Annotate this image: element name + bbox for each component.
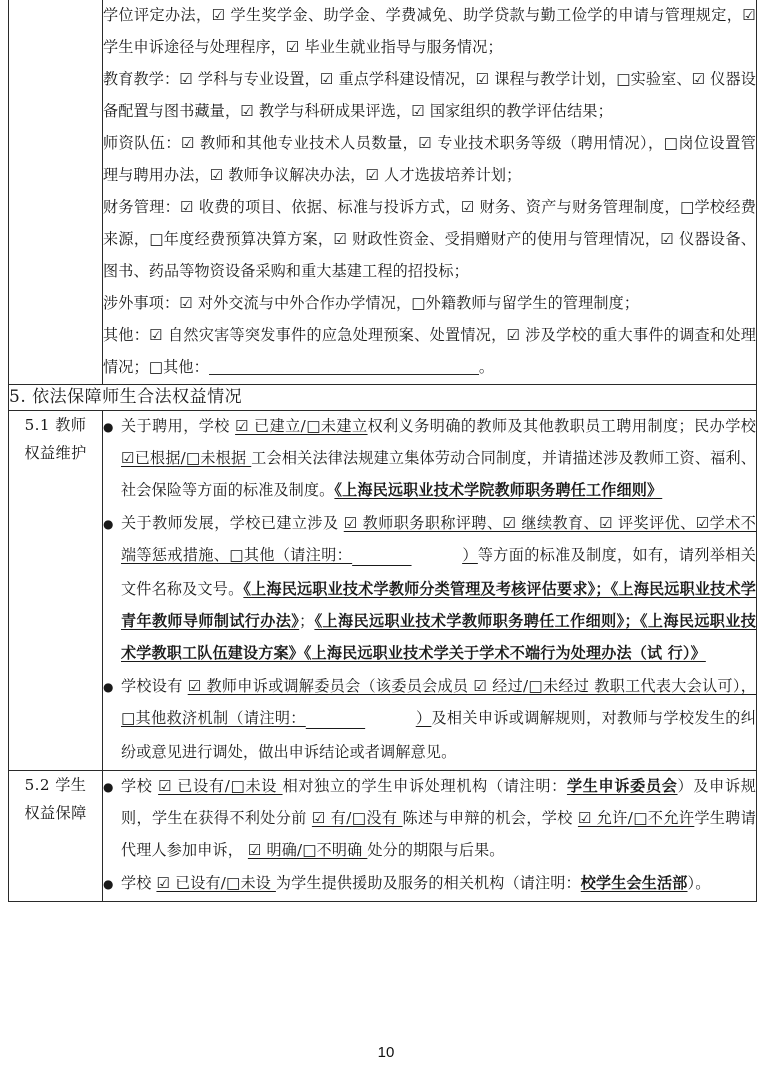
text-segment: ☑ 已设有/□未设 [156,874,276,893]
row-body-5-2 [103,771,757,902]
fill-in-blank[interactable] [306,705,416,737]
bullet-dot-icon: ● [103,877,114,892]
text-segment: ） [415,709,432,728]
bullet-employment [103,411,756,507]
text-segment: 学生申诉委员会 [566,777,678,796]
bullet-dot-icon: ● [103,517,114,532]
text-segment: ☑ 明确/□不明确 [247,841,368,860]
text-segment: ☑ 已建立/□未建立 [235,417,368,436]
row-label-5-2 [9,771,103,902]
bullet-dot-icon: ● [103,420,114,435]
section-header-5: 5. 依法保障师生合法权益情况 [9,384,757,411]
fill-in-blank-other[interactable] [209,374,479,375]
text-segment: 《上海民远职业技术学教师分类管理及考核评估要求》；《上海民远职业技术学青年教师导师制试行办法》 [121,580,757,631]
disclosure-form-table [8,0,757,902]
text-segment: 校学生会生活部 [580,874,688,893]
text-segment: 《上海民远职业技术学院教师职务聘任工作细则》 [334,481,663,500]
paragraph-financial-management: 财务管理：☑ 收费的项目、依据、标准与投诉方式，☑ 财务、资产与财务管理制度，□学校经费来源，□年度经费预算决算方案，☑ 财政性资金、受捐赠财产的使用与管理情况，☑ 仪器设备、图书、药品等物资设备采购和重大基建工程的招投标； [103,197,756,280]
text-segment: 关于教师发展，学校已建立涉及 [121,514,344,533]
table-row-section-header [9,384,757,411]
text-segment: ☑ 有/□没有 [311,809,403,828]
paragraph-other-items-text: 其他：☑ 自然灾害等突发事件的应急处理预案、处置情况，☑ 涉及学校的重大事件的调查和处理情况；□其他： [103,325,756,376]
text-segment: 《上海民远职业技术学教师职务聘任工作细则》；《上海民远职业技术学教职工队伍建设方案》《上海民远职业技术学关于学术不端行为处理办法（试 行）》 [121,612,756,663]
paragraph-other-items-period: 。 [478,357,495,376]
text-segment: ☑ 已设有/□未设 [158,777,283,796]
row-label-5-2-line2: 权益保障 [24,804,87,823]
text-segment: 学生聘请代理人参加申诉， [121,809,756,860]
text-segment: 关于聘用，学校 [121,417,236,436]
text-segment: ☑ 教师职务职称评聘、☑ 继续教育、☑ 评奖评优、☑学术不端等惩戒措施、□其他（请注明： [121,514,756,565]
bullet-dot-icon: ● [103,680,114,695]
bullet-dot-icon: ● [103,780,114,795]
text-segment: 处分的期限与后果。 [367,841,505,860]
text-segment: ）及申诉规则，学生在获得不利处分前 [121,777,756,828]
bullet-student-support-org [103,868,756,900]
text-segment: 工会相关法律法规建立集体劳动合同制度，并请描述涉及教师工资、福利、社会保险等方面的标准及制度。 [121,449,756,500]
text-segment: 学校 [121,777,159,796]
table-row-5-1 [9,411,757,771]
paragraph-degree-and-aid: 学位评定办法，☑ 学生奖学金、助学金、学费减免、助学贷款与勤工俭学的申请与管理规定，☑ 学生申诉途径与处理程序，☑ 毕业生就业指导与服务情况； [103,6,756,56]
row-label-5-2-line1: 5.2 学生 [24,776,87,795]
fill-in-blank[interactable] [352,542,462,574]
paragraph-other-items [103,320,756,384]
text-segment: ☑已根据/□未根据 [121,449,252,468]
row-label-5-1 [9,411,103,771]
page-number: 10 [377,1044,395,1061]
table-row-disclosure-continued [9,0,757,384]
row-label-5-1-line1: 5.1 教师 [24,416,87,435]
text-segment: 为学生提供援助及服务的相关机构（请注明： [275,874,581,893]
text-segment: 学校设有 [121,677,188,696]
row-label-5-1-line2: 权益维护 [24,444,87,463]
row-body-5-1 [103,411,757,771]
text-segment: 陈述与申辩的机会，学校 [402,809,578,828]
bullet-list-5-2 [103,771,756,900]
text-segment: 学校 [121,874,157,893]
text-segment: ）。 [687,874,711,893]
bullet-list-5-1 [103,411,756,769]
text-segment: ； [299,612,315,631]
bullet-teacher-development [103,508,756,670]
bullet-teacher-appeal [103,671,756,769]
bullet-student-appeal-body [103,771,756,867]
text-segment: ☑ 教师申诉或调解委员会（该委员会成员 ☑ 经过/□未经过 教职工代表大会认可），□其他救济机制（请注明： [121,677,756,728]
text-segment: ☑ 允许/□不允许 [577,809,695,828]
row-label-empty [9,0,103,384]
row-body-disclosure-continued [103,0,757,384]
table-row-5-2 [9,771,757,902]
paragraph-faculty-team: 师资队伍：☑ 教师和其他专业技术人员数量，☑ 专业技术职务等级（聘用情况），□岗位设置管理与聘用办法，☑ 教师争议解决办法，☑ 人才选拔培养计划； [103,133,756,184]
text-segment: 及相关申诉或调解规则，对教师与学校发生的纠纷或意见进行调处，做出申诉结论或者调解意见。 [121,709,757,762]
text-segment: ） [462,546,478,565]
text-segment: 权利义务明确的教师及其他教职员工聘用制度；民办学校 [367,417,756,436]
text-segment: 等方面的标准及制度，如有，请列举相关文件名称及文号。 [121,546,756,599]
text-segment: 相对独立的学生申诉处理机构（请注明： [282,777,567,796]
paragraph-foreign-affairs: 涉外事项：☑ 对外交流与中外合作办学情况，□外籍教师与留学生的管理制度； [103,293,640,312]
paragraph-education-teaching: 教育教学：☑ 学科与专业设置，☑ 重点学科建设情况，☑ 课程与教学计划，□实验室、☑ 仪器设备配置与图书藏量，☑ 教学与科研成果评选，☑ 国家组织的教学评估结果； [103,69,756,120]
